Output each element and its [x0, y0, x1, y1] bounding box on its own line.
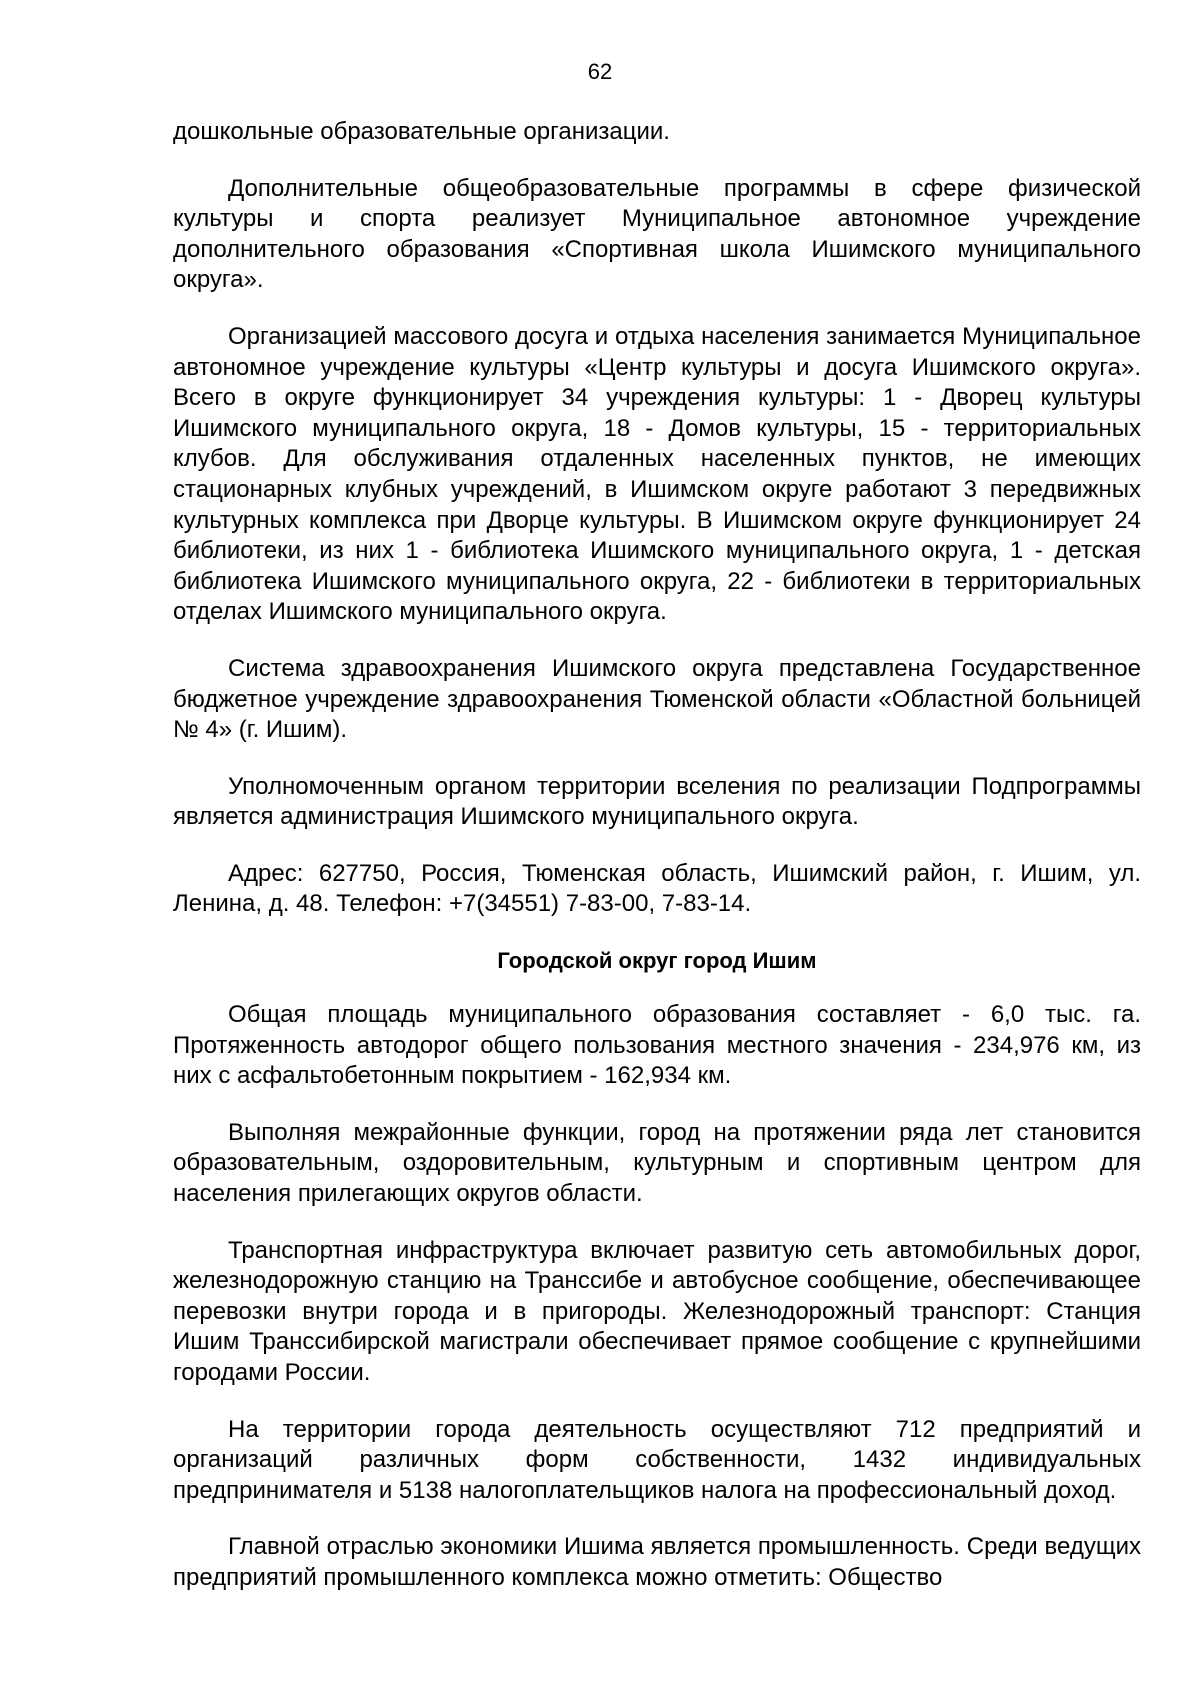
document-body [173, 117, 1141, 1620]
paragraph: На территории города деятельность осуществляют 712 предприятий и организаций различных форм собственности, 1432 индивидуальных предпринимателя и 5138 налогоплательщиков налога на профессиональный доход. [173, 1415, 1141, 1504]
paragraph: Выполняя межрайонные функции, город на протяжении ряда лет становится образовательным, оздоровительным, культурным и спортивным центром для населения прилегающих округов области. [173, 1118, 1141, 1208]
paragraph: Транспортная инфраструктура включает развитую сеть автомобильных дорог, железнодорожную станцию на Транссибе и автобусное сообщение, обеспечивающее перевозки внутри города и в пригороды. Железнодорожный транспорт: Станция Ишим Транссибирской магистрали обеспечивает прямое сообщение с крупнейшими городами России. [173, 1236, 1141, 1386]
paragraph: Организацией массового досуга и отдыха населения занимается Муниципальное автономное учреждение культуры «Центр культуры и досуга Ишимского округа». Всего в округе функционирует 34 учреждения культуры: 1 - Дворец культуры Ишимского муниципального округа, 18 - Домов культуры, 15 - территориальных клубов. Для обслуживания отдаленных населенных пунктов, не имеющих стационарных клубных учреждений, в Ишимском округе работают 3 передвижных культурных комплекса при Дворце культуры. В Ишимском округе функционирует 24 библиотеки, из них 1 - библиотека Ишимского муниципального округа, 1 - детская библиотека Ишимского муниципального округа, 22 - библиотеки в территориальных отделах Ишимского муниципального округа. [173, 322, 1141, 626]
section-heading: Городской округ город Ишим [497, 948, 817, 974]
paragraph: Главной отраслью экономики Ишима является промышленность. Среди ведущих предприятий промышленного комплекса можно отметить: Общество [173, 1533, 1141, 1591]
paragraph: Уполномоченным органом территории вселения по реализации Подпрограммы является администрация Ишимского муниципального округа. [173, 772, 1141, 831]
paragraph: Общая площадь муниципального образования составляет - 6,0 тыс. га. Протяженность автодорог общего пользования местного значения - 234,976 км, из них с асфальтобетонным покрытием - 162,934 км. [173, 1001, 1141, 1090]
paragraph: Дополнительные общеобразовательные программы в сфере физической культуры и спорта реализует Муниципальное автономное учреждение дополнительного образования «Спортивная школа Ишимского муниципального округа». [173, 174, 1141, 294]
paragraph: дошкольные образовательные организации. [173, 118, 670, 145]
paragraph: Система здравоохранения Ишимского округа представлена Государственное бюджетное учреждение здравоохранения Тюменской области «Областной больницей № 4» (г. Ишим). [173, 654, 1141, 744]
page-number: 62 [587, 59, 613, 84]
paragraph: Адрес: 627750, Россия, Тюменская область, Ишимский район, г. Ишим, ул. Ленина, д. 48. Телефон: +7(34551) 7-83-00, 7-83-14. [173, 859, 1141, 918]
